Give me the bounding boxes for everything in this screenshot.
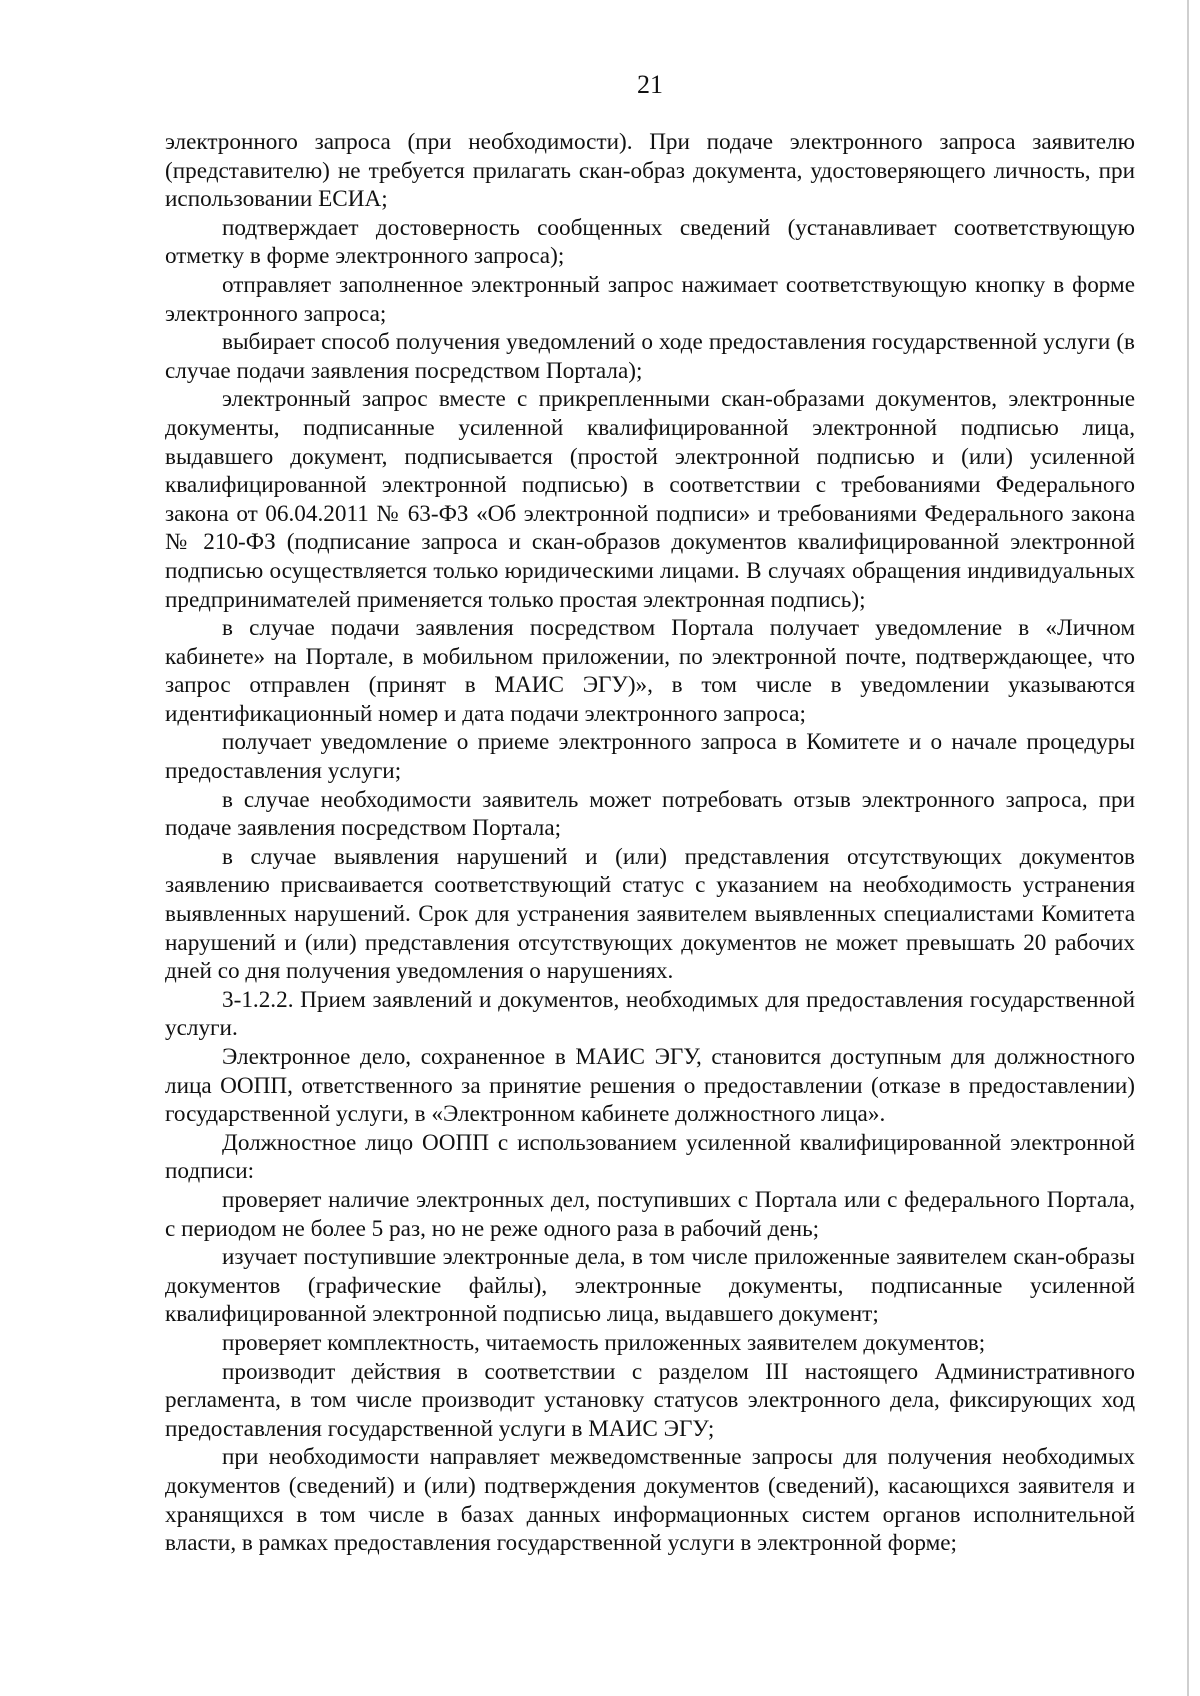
scan-edge-line xyxy=(1187,0,1189,1696)
paragraph-2: подтверждает достоверность сообщенных сведений (устанавливает соответствующую отметку в форме электронного запроса); xyxy=(165,214,1135,270)
paragraph-9: в случае выявления нарушений и (или) представления отсутствующих документов заявлению присваивается соответствующий статус с указанием на необходимость устранения выявленных нарушений. Срок для устранения заявителем выявленных специалистами Комитета нарушений и (или) представления отсутствующих документов не может превышать 20 рабочих дней со дня получения уведомления о нарушениях. xyxy=(165,843,1135,985)
paragraph-15: проверяет комплектность, читаемость приложенных заявителем документов; xyxy=(222,1329,986,1356)
paragraph-16: производит действия в соответствии с разделом III настоящего Административного регламента, в том числе производит установку статусов электронного дела, фиксирующих ход предоставления государственной услуги в МАИС ЭГУ; xyxy=(165,1358,1135,1442)
paragraph-8: в случае необходимости заявитель может потребовать отзыв электронного запроса, при подаче заявления посредством Портала; xyxy=(165,786,1135,842)
paragraph-7: получает уведомление о приеме электронного запроса в Комитете и о начале процедуры предоставления услуги; xyxy=(165,729,1135,785)
paragraph-12: Должностное лицо ООПП с использованием усиленной квалифицированной электронной подписи: xyxy=(165,1129,1135,1185)
paragraph-1: электронного запроса (при необходимости). При подаче электронного запроса заявителю (представителю) не требуется прилагать скан-образ документа, удостоверяющего личность, при использовании ЕСИА; xyxy=(165,129,1135,213)
paragraph-5: электронный запрос вместе с прикрепленными скан-образами документов, электронные документы, подписанные усиленной квалифицированной электронной подписью лица, выдавшего документ, подписывается (простой электронной подписью и (или) усиленной квалифицированной электронной подписью) в соответствии с требованиями Федерального закона от 06.04.2011 № 63-ФЗ «Об электронной подписи» и требованиями Федерального закона № 210-ФЗ (подписание запроса и скан-образов документов квалифицированной электронной подписью осуществляется только юридическими лицами. В случаях обращения индивидуальных предпринимателей применяется только простая электронная подпись); xyxy=(165,386,1135,613)
paragraph-6: в случае подачи заявления посредством Портала получает уведомление в «Личном кабинете» на Портале, в мобильном приложении, по электронной почте, подтверждающее, что запрос отправлен (принят в МАИС ЭГУ)», в том числе в уведомлении указываются идентификационный номер и дата подачи электронного запроса; xyxy=(165,615,1135,727)
page-number: 21 xyxy=(637,70,663,99)
paragraph-14: изучает поступившие электронные дела, в том числе приложенные заявителем скан-образы документов (графические файлы), электронные документы, подписанные усиленной квалифицированной электронной подписью лица, выдавшего документ; xyxy=(165,1244,1135,1328)
paragraph-3: отправляет заполненное электронный запрос нажимает соответствующую кнопку в форме электронного запроса; xyxy=(165,271,1135,327)
paragraph-13: проверяет наличие электронных дел, поступивших с Портала или с федерального Портала, с периодом не более 5 раз, но не реже одного раза в рабочий день; xyxy=(165,1186,1135,1242)
document-body xyxy=(165,128,1135,1558)
paragraph-17: при необходимости направляет межведомственные запросы для получения необходимых документов (сведений) и (или) подтверждения документов (сведений), касающихся заявителя и хранящихся в том числе в базах данных информационных систем органов исполнительной власти, в рамках предоставления государственной услуги в электронной форме; xyxy=(165,1444,1135,1557)
section-heading-3-1-2-2: 3-1.2.2. Прием заявлений и документов, необходимых для предоставления государственной услуги. xyxy=(165,986,1135,1042)
paragraph-11: Электронное дело, сохраненное в МАИС ЭГУ, становится доступным для должностного лица ООПП, ответственного за принятие решения о предоставлении (отказе в предоставлении) государственной услуги, в «Электронном кабинете должностного лица». xyxy=(165,1044,1135,1128)
paragraph-4: выбирает способ получения уведомлений о ходе предоставления государственной услуги (в случае подачи заявления посредством Портала); xyxy=(165,329,1135,384)
